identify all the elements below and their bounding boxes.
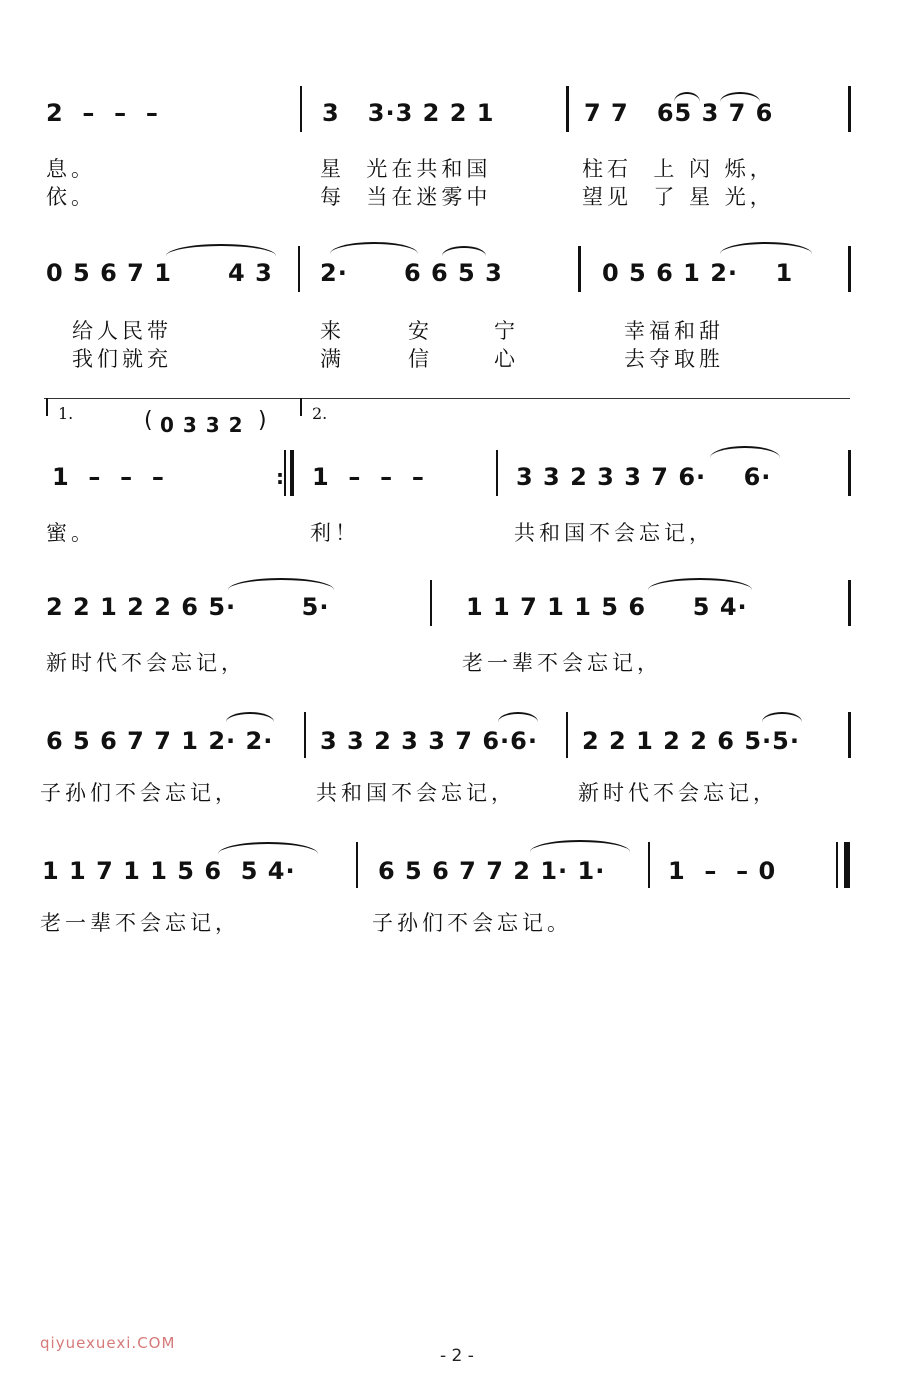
barline (848, 246, 851, 292)
volta-line (44, 398, 850, 399)
barline (848, 450, 851, 496)
slur (720, 242, 812, 254)
final-barline-thick (844, 842, 850, 888)
row1-measure3-notes: 7 7 65 3 7 6 (584, 99, 774, 127)
row5-lyric-b: 共和国不会忘记， (316, 781, 516, 805)
row2-lyric1-c: 安 (408, 319, 433, 343)
barline (848, 712, 851, 758)
row6-measure1-notes: 1 1 7 1 1 5 6 5 4· (42, 857, 296, 885)
barline (648, 842, 650, 888)
ending-2-label: 2. (312, 404, 328, 423)
row5-measure1-notes: 6 5 6 7 7 1 2· 2· (46, 727, 274, 755)
slur (228, 578, 334, 590)
barline (304, 712, 306, 758)
row2-measure1-notes: 0 5 6 7 1 4 3 (46, 259, 273, 287)
volta-bracket-1 (46, 398, 48, 416)
row2-lyric1-d: 宁 (494, 319, 519, 343)
page-number: - 2 - (440, 1346, 474, 1366)
row4-measure1-notes: 2 2 1 2 2 6 5· 5· (46, 593, 330, 621)
row5-measure3-notes: 2 2 1 2 2 6 5·5· (582, 727, 800, 755)
barline (578, 246, 581, 292)
row5-lyric-c: 新时代不会忘记， (578, 781, 778, 805)
ending-1-label: 1. (58, 404, 74, 423)
row3-ending2-notes: 1 – – – (312, 463, 425, 491)
row1-measure1-notes: 2 – – – (46, 99, 159, 127)
slur (166, 244, 276, 256)
slur (530, 840, 630, 852)
row2-lyric2-a: 我们就充 (72, 347, 172, 371)
slur (442, 246, 486, 256)
row6-measure3-notes: 1 – – 0 (668, 857, 777, 885)
barline (566, 86, 569, 132)
slur (498, 712, 538, 722)
final-barline-thin (836, 842, 838, 888)
slur (762, 712, 802, 722)
barline (356, 842, 358, 888)
paren-close: ) (258, 408, 267, 433)
slur (720, 92, 760, 102)
slur (710, 446, 780, 458)
row2-lyric2-c: 信 (408, 347, 433, 371)
row2-lyric1-e: 幸福和甜 (624, 319, 724, 343)
row3-lyric-a: 蜜。 (46, 521, 96, 545)
row6-measure2-notes: 6 5 6 7 7 2 1· 1· (378, 857, 606, 885)
bracket-notes: 0 3 3 2 (160, 413, 244, 437)
row6-lyric-b: 子孙们不会忘记。 (372, 911, 572, 935)
row3-ending1-notes: 1 – – – (52, 463, 165, 491)
site-watermark: qiyuexuexi.COM (40, 1334, 176, 1352)
row1-lyric2-b: 每 当在迷雾中 (320, 185, 492, 209)
row2-lyric2-b: 满 (320, 347, 345, 371)
repeat-barline-thick (290, 450, 294, 496)
row1-lyric2-a: 依。 (46, 185, 96, 209)
row6-lyric-a: 老一辈不会忘记， (40, 911, 240, 935)
row1-lyric1-c: 柱石 上 闪 烁， (582, 157, 775, 181)
row2-lyric1-a: 给人民带 (72, 319, 172, 343)
slur (674, 92, 700, 102)
row2-lyric1-b: 来 (320, 319, 345, 343)
barline (300, 86, 302, 132)
row2-lyric2-d: 心 (494, 347, 519, 371)
row1-lyric2-c: 望见 了 星 光， (582, 185, 775, 209)
row4-measure2-notes: 1 1 7 1 1 5 6 5 4· (466, 593, 748, 621)
row2-measure3-notes: 0 5 6 1 2· 1 (602, 259, 794, 287)
row3-lyric-c: 共和国不会忘记， (514, 521, 714, 545)
barline (566, 712, 568, 758)
row1-lyric1-a: 息。 (46, 157, 96, 181)
slur (226, 712, 274, 722)
row5-lyric-a: 子孙们不会忘记， (40, 781, 240, 805)
barline (848, 580, 851, 626)
repeat-dots: : (276, 465, 285, 489)
row5-measure2-notes: 3 3 2 3 3 7 6·6· (320, 727, 538, 755)
paren-open: ( (144, 408, 153, 433)
row1-measure2-notes: 3 3·3 2 2 1 (322, 99, 495, 127)
barline (496, 450, 498, 496)
row4-lyric-a: 新时代不会忘记， (46, 651, 246, 675)
row2-measure2-notes: 2· 6 6 5 3 (320, 259, 503, 287)
row4-lyric-b: 老一辈不会忘记， (462, 651, 662, 675)
slur (648, 578, 752, 590)
row1-lyric1-b: 星 光在共和国 (320, 157, 492, 181)
slur (218, 842, 318, 854)
volta-bracket-2 (300, 398, 302, 416)
barline (430, 580, 432, 626)
barline (848, 86, 851, 132)
slur (330, 242, 418, 254)
row2-lyric2-e: 去夺取胜 (624, 347, 724, 371)
row3-measure3-notes: 3 3 2 3 3 7 6· 6· (516, 463, 772, 491)
row3-lyric-b: 利！ (310, 521, 360, 545)
barline (298, 246, 300, 292)
